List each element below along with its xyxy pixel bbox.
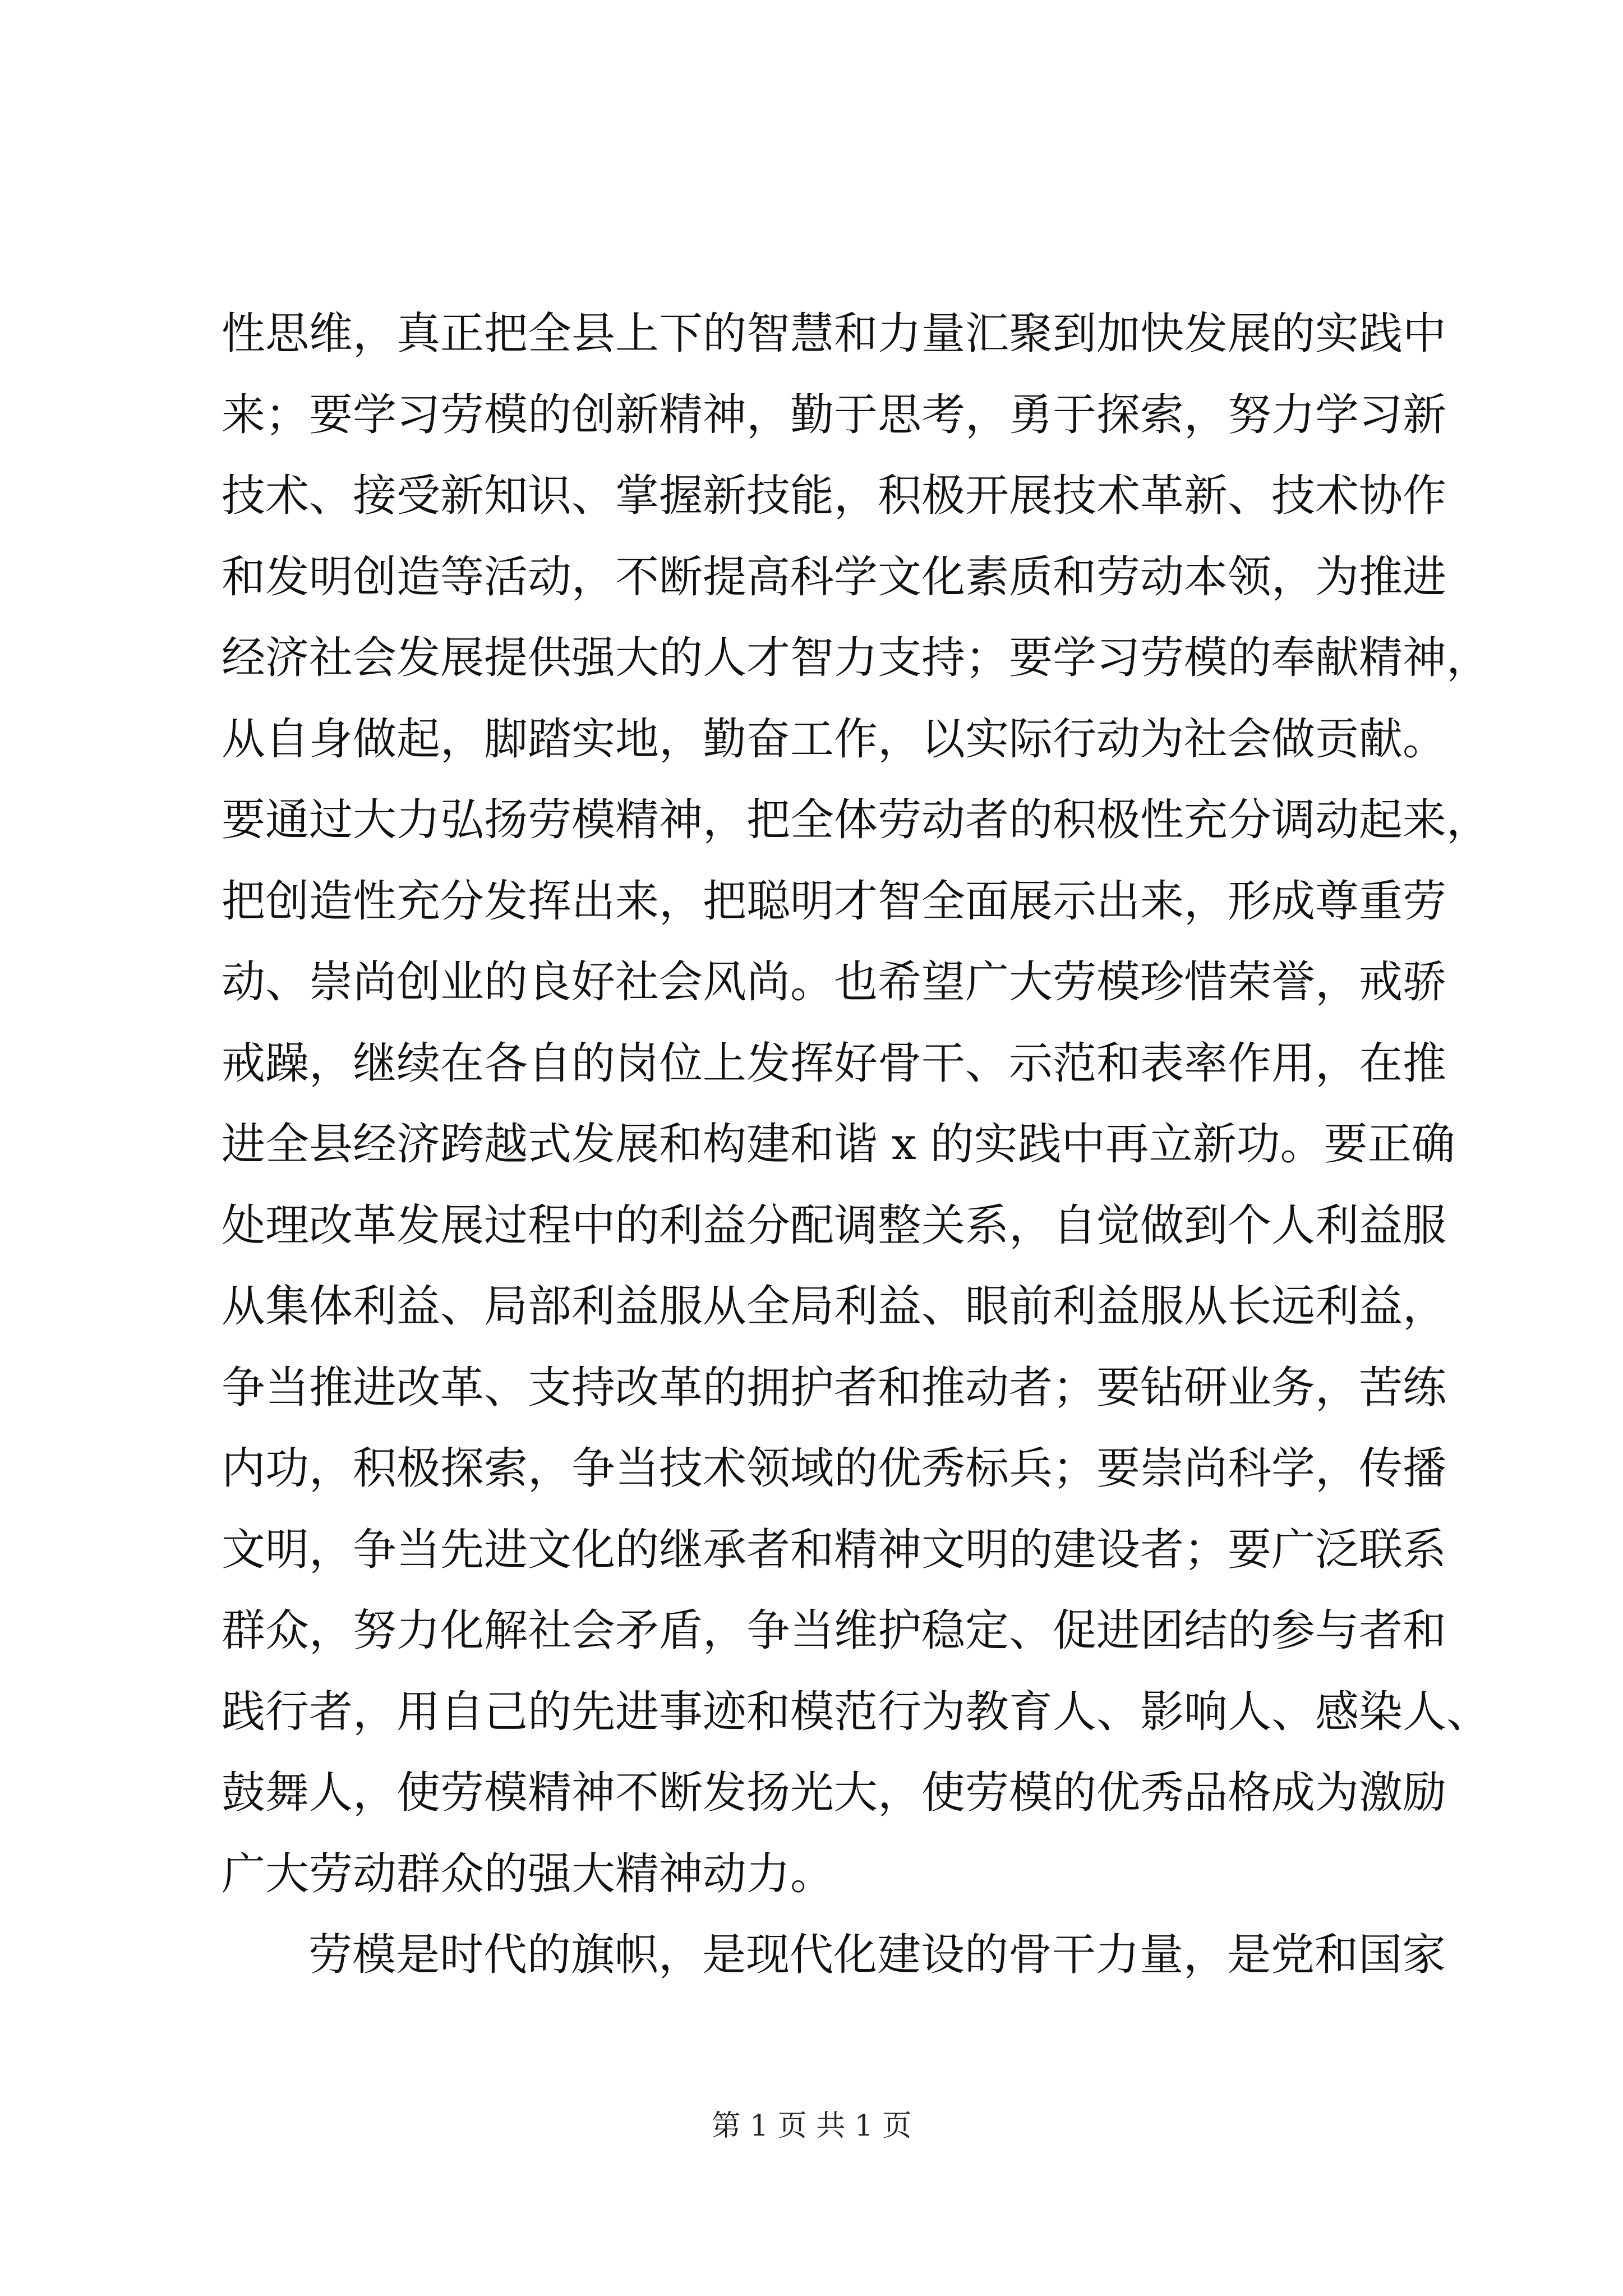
text-line: 要通过大力弘扬劳模精神，把全体劳动者的积极性充分调动起来， (222, 795, 1491, 845)
text-line: 来；要学习劳模的创新精神，勤于思考，勇于探索，努力学习新 (222, 389, 1447, 440)
text-line: 文明，争当先进文化的继承者和精神文明的建设者；要广泛联系 (222, 1524, 1447, 1575)
text-line: 群众，努力化解社会矛盾，争当维护稳定、促进团结的参与者和 (222, 1605, 1447, 1656)
text-line: 处理改革发展过程中的利益分配调整关系，自觉做到个人利益服 (222, 1200, 1447, 1251)
text-line-paragraph-end: 广大劳动群众的强大精神动力。 (222, 1848, 834, 1899)
text-line: 性思维，真正把全县上下的智慧和力量汇聚到加快发展的实践中 (222, 309, 1447, 359)
text-line: 把创造性充分发挥出来，把聪明才智全面展示出来，形成尊重劳 (222, 876, 1447, 927)
text-line: 经济社会发展提供强大的人才智力支持；要学习劳模的奉献精神， (222, 633, 1491, 683)
text-line: 践行者，用自己的先进事迹和模范行为教育人、影响人、感染人、 (222, 1686, 1491, 1737)
text-line: 动、崇尚创业的良好社会风尚。也希望广大劳模珍惜荣誉，戒骄 (222, 957, 1447, 1007)
text-line: 技术、接受新知识、掌握新技能，积极开展技术革新、技术协作 (222, 471, 1447, 521)
text-line: 内功，积极探索，争当技术领域的优秀标兵；要崇尚科学，传播 (222, 1443, 1447, 1494)
text-line: 进全县经济跨越式发展和构建和谐 x 的实践中再立新功。要正确 (222, 1119, 1455, 1170)
text-line: 鼓舞人，使劳模精神不断发扬光大，使劳模的优秀品格成为激励 (222, 1768, 1447, 1818)
text-line: 从自身做起，脚踏实地，勤奋工作，以实际行动为社会做贡献。 (222, 714, 1447, 765)
text-line: 戒躁，继续在各自的岗位上发挥好骨干、示范和表率作用，在推 (222, 1038, 1447, 1089)
text-line: 和发明创造等活动，不断提高科学文化素质和劳动本领，为推进 (222, 551, 1447, 602)
text-line: 从集体利益、局部利益服从全局利益、眼前利益服从长远利益， (222, 1281, 1447, 1332)
text-line: 争当推进改革、支持改革的拥护者和推动者；要钻研业务，苦练 (222, 1362, 1447, 1413)
text-line-paragraph-start: 劳模是时代的旗帜，是现代化建设的骨干力量，是党和国家 (308, 1930, 1446, 1980)
body-text (222, 293, 1491, 1996)
page-footer: 第 1 页 共 1 页 (711, 2109, 912, 2143)
